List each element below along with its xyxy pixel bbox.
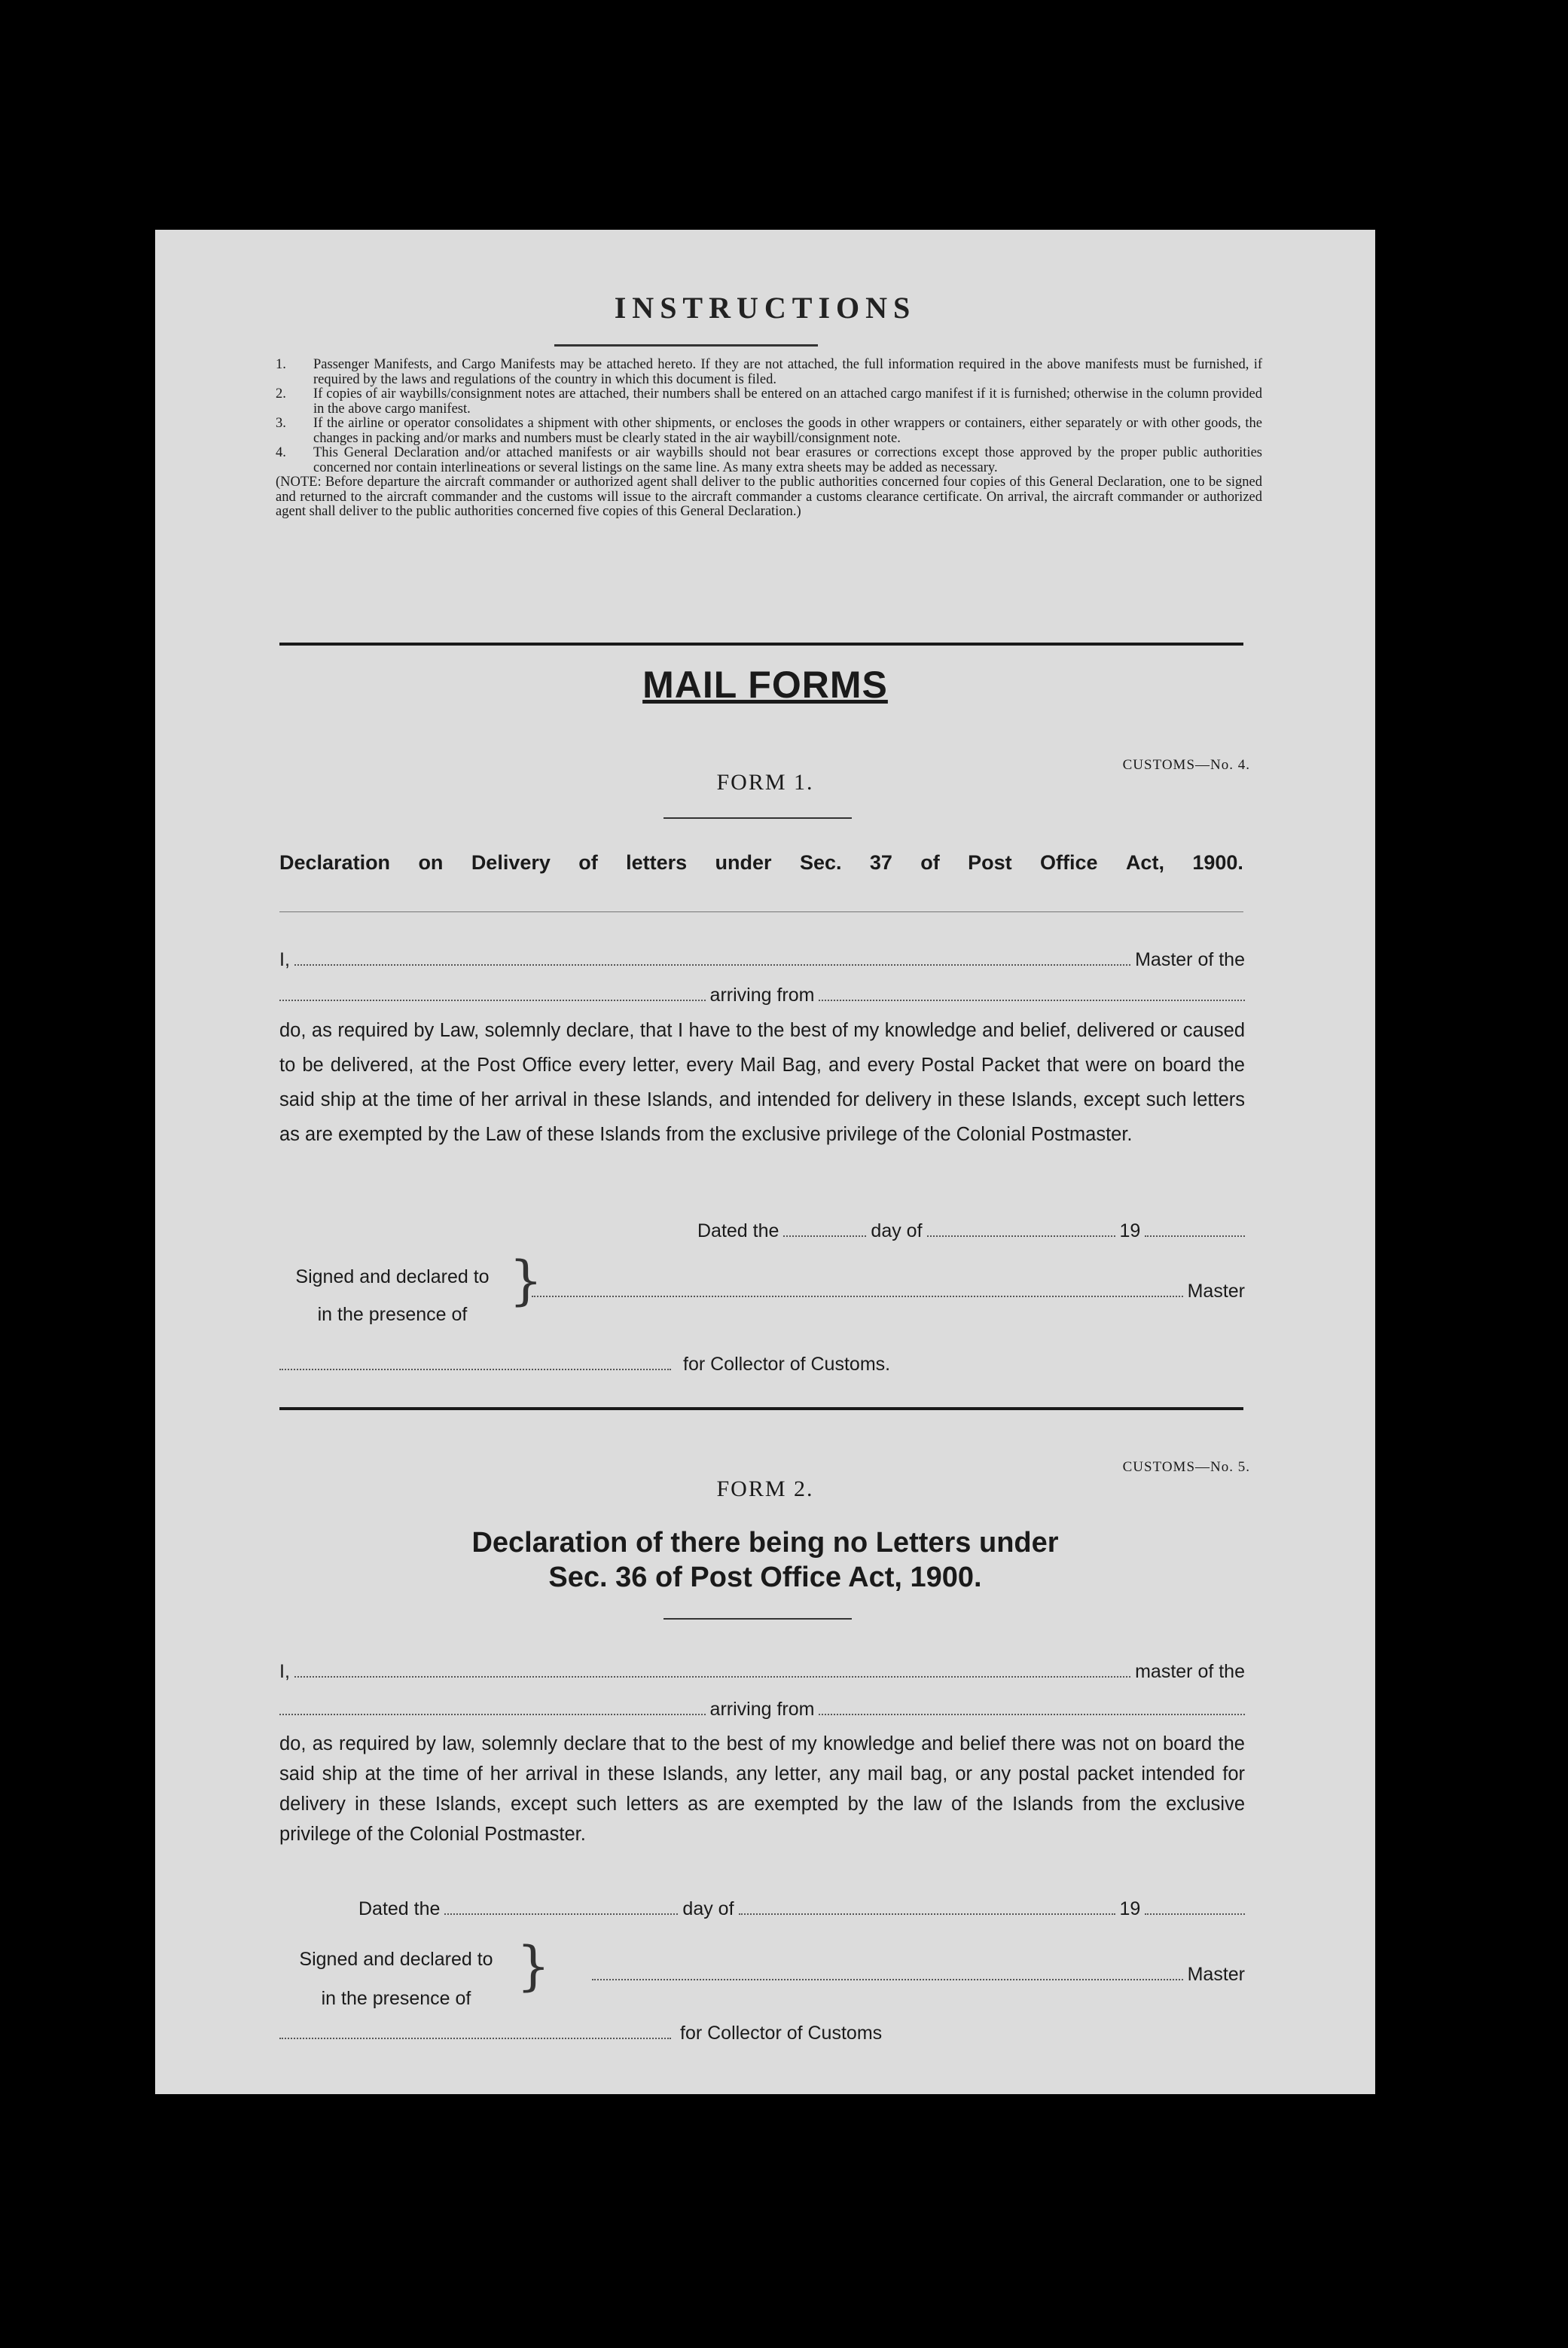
form2-name-line [279,1661,1245,1683]
year-blank[interactable] [1145,1900,1245,1915]
i-label: I, [279,949,290,970]
heading-word: Declaration [279,851,391,874]
master-label: Master [1187,1964,1245,1985]
for-collector-label: for Collector of Customs [680,2023,883,2044]
section-divider [279,643,1243,646]
mail-forms-title: MAIL FORMS [642,664,888,706]
year-label: 19 [1119,1898,1141,1919]
instruction-item [276,387,1262,417]
year-blank[interactable] [1145,1222,1245,1237]
i-label: I, [279,1661,290,1682]
instructions-list [276,358,1262,520]
day-of-label: day of [682,1898,734,1919]
instructions-title: INSTRUCTIONS [614,291,917,325]
form1-title-rule [664,817,852,819]
form1-dated-line [697,1220,1245,1242]
form2-arriving-line [279,1699,1245,1721]
date-blank[interactable] [783,1222,866,1237]
form1-title: FORM 1. [716,770,814,795]
ship-blank[interactable] [279,1700,706,1715]
form2-dated-line [358,1898,1245,1920]
form-divider [279,1407,1243,1410]
instruction-text: If the airline or operator consolidates a shipment with other shipments, or encloses the goods in other wrappers or containers, either separately or with other goods, the changes in packing and/or marks and numbers must be clearly stated in the air waybill/consignment note. [313,416,1262,446]
month-blank[interactable] [927,1222,1115,1237]
date-blank[interactable] [444,1900,678,1915]
form2-body: do, as required by law, solemnly declare that to the best of my knowledge and belief there was not on board the said ship at the time of her arrival in these Islands, any letter, any mail bag, or any postal packet intended for delivery in these Islands, except such letters as are exempted by the law of the Islands from the exclusive privilege of the Colonial Postmaster. [279,1733,1245,1845]
instruction-number: 4. [276,445,286,460]
instruction-number: 2. [276,386,286,402]
instruction-number: 1. [276,357,286,372]
signed-line1: Signed and declared to [295,1266,490,1287]
signed-line1: Signed and declared to [299,1949,493,1970]
title-underline [554,344,818,347]
instruction-number: 3. [276,416,286,431]
heading-word: of [920,851,940,874]
form2-collector-line [279,2023,1108,2044]
instruction-item [276,358,1262,387]
heading-line1: Declaration of there being no Letters under [471,1527,1059,1559]
form2-title-rule [664,1618,852,1620]
arriving-from-label: arriving from [709,1699,815,1720]
form2-declaration-heading [155,1525,1375,1595]
signed-line2: in the presence of [321,1988,471,2009]
for-collector-label: for Collector of Customs. [683,1354,891,1375]
heading-word: letters [626,851,688,874]
origin-blank[interactable] [819,1700,1245,1715]
form2-title: FORM 2. [716,1476,814,1501]
instruction-text: If copies of air waybills/consignment notes are attached, their numbers shall be entered on an attached cargo manifest if it is furnished; otherwise in the column provided in the above cargo manifest. [313,386,1262,417]
form1-heading-rule [279,911,1243,912]
collector-signature-blank[interactable] [279,2024,671,2039]
heading-word: of [578,851,598,874]
name-blank[interactable] [294,1663,1130,1678]
ship-blank[interactable] [279,986,706,1001]
heading-word: 37 [869,851,892,874]
heading-word: Delivery [471,851,551,874]
instruction-note: (NOTE: Before departure the aircraft commander or authorized agent shall deliver to the public authorities concerned four copies of this General Declaration, one to be signed and returned to the aircraft commander and the customs will issue to the aircraft commander a customs clearance certificate. On arrival, the aircraft commander or authorized agent shall deliver to the public authorities concerned five copies of this General Declaration.) [276,475,1262,519]
instruction-item [276,446,1262,475]
heading-word: under [715,851,772,874]
arriving-from-label: arriving from [709,985,815,1006]
form1-body: do, as required by Law, solemnly declare, that I have to the best of my knowledge and belief, delivered or caused to be delivered, at the Post Office every letter, every Mail Bag, and every Postal Packet that were on board the said ship at the time of her arrival in these Islands, and intended for delivery in these Islands, except such letters as are exempted by the Law of these Islands from the exclusive privilege of the Colonial Postmaster. [279,1020,1245,1145]
day-of-label: day of [871,1220,923,1241]
form1-collector-line [279,1354,1093,1376]
form1-master-line [532,1281,1245,1302]
heading-word: Act, [1125,851,1164,874]
instruction-text: Passenger Manifests, and Cargo Manifests may be attached hereto. If they are not attached, the full information required in the above manifests must be furnished, if required by the laws and regulations of the country in which this document is filed. [313,357,1262,387]
form2-master-line [592,1964,1245,1986]
form2-brace: } [517,1935,551,1997]
form1-customs-number: CUSTOMS—No. 4. [1122,757,1250,773]
form2-signed-label [279,1940,513,2018]
master-of-the-label: master of the [1135,1661,1245,1682]
name-blank[interactable] [294,951,1130,966]
collector-signature-blank[interactable] [279,1355,671,1370]
heading-word: on [418,851,444,874]
heading-line2: Sec. 36 of Post Office Act, 1900. [548,1562,982,1593]
form1-signed-label [279,1258,505,1333]
document-page [155,230,1375,2094]
heading-word: Post [968,851,1012,874]
instruction-text: This General Declaration and/or attached manifests or air waybills should not bear erasures or corrections except those approved by the proper public authorities concerned nor contain interlineations or several listings on the same line. As many extra sheets may be added as necessary. [313,445,1262,475]
origin-blank[interactable] [819,986,1245,1001]
year-label: 19 [1119,1220,1141,1241]
instruction-item [276,417,1262,446]
master-of-the-label: Master of the [1135,949,1245,970]
dated-the-label: Dated the [358,1898,441,1919]
heading-word: 1900. [1192,851,1243,874]
form2-customs-number: CUSTOMS—No. 5. [1122,1459,1250,1475]
master-signature-blank[interactable] [592,1965,1183,1980]
dated-the-label: Dated the [697,1220,779,1241]
form1-name-line [279,949,1245,971]
master-label: Master [1187,1281,1245,1302]
heading-word: Sec. [799,851,842,874]
signed-line2: in the presence of [317,1304,468,1325]
heading-word: Office [1040,851,1098,874]
month-blank[interactable] [739,1900,1115,1915]
form1-declaration-heading [279,851,1243,875]
form1-arriving-line [279,985,1245,1006]
form1-brace: } [509,1250,543,1311]
master-signature-blank[interactable] [532,1282,1183,1297]
